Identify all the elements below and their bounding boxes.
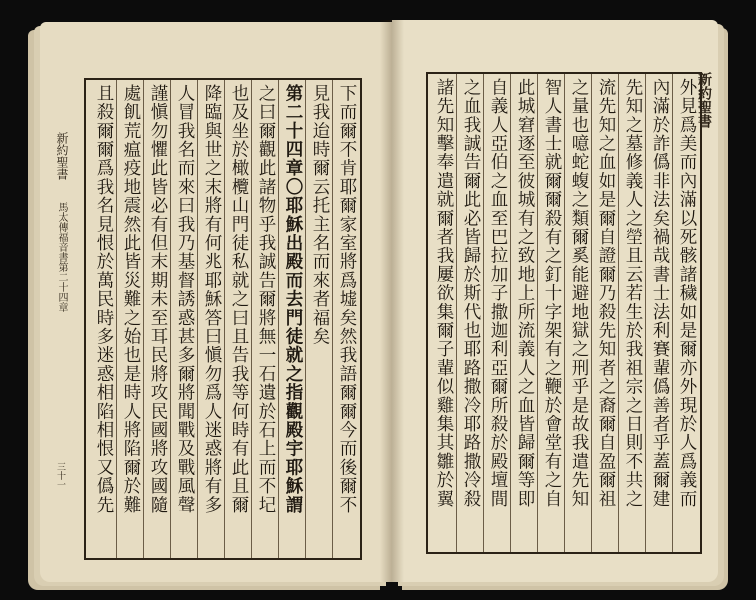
left-margin-chapter: 馬太傳福音書第二十四章: [56, 202, 67, 312]
right-column-10: 諸先知擊奉遣就爾者我屢欲集爾子輩似雞集其雛於翼: [434, 78, 454, 509]
right-column-2: 內滿於詐僞非法矣禍哉書士法利賽輩僞善者乎蓋爾建: [650, 78, 670, 509]
open-book: [12, 8, 744, 593]
left-column-1: 下而爾不肯耶爾家室將爲墟矣然我語爾爾今而後爾不: [337, 84, 357, 515]
left-text-frame: [84, 78, 362, 560]
right-page: [392, 20, 718, 582]
right-column-1: 外見爲美而內滿以死骸諸穢如是爾亦外現於人爲義而: [677, 78, 697, 509]
left-folio: 三十一: [55, 462, 65, 489]
left-column-8: 謹愼勿懼此皆必有但末期未至耳民將攻民國將攻國隨: [148, 84, 168, 515]
left-column-3-chapter-heading: 第二十四章〇耶穌出殿而去門徒就之指觀殿宇耶穌謂: [283, 84, 303, 515]
left-page: [40, 22, 392, 582]
right-margin-title: 新約聖書: [696, 72, 712, 128]
book-gutter: [380, 20, 404, 582]
right-column-3: 先知之墓修義人之塋且云若生於我祖宗之日則不共之: [623, 78, 643, 509]
right-column-7: 此城窘逐至彼城有之致地上所流義人之血皆歸爾等即: [515, 78, 535, 509]
right-column-5: 之量也噫蛇蝮之類爾奚能避地獄之刑乎是故我遣先知: [569, 78, 589, 509]
right-column-6: 智人書士就爾爾殺有之釘十字架有之鞭於會堂有之自: [542, 78, 562, 509]
right-column-8: 自義人亞伯之血至巴拉加子撒迦利亞爾所殺於殿壇間: [488, 78, 508, 509]
right-column-9: 之血我誠告爾此必皆歸於斯代也耶路撒冷耶路撒冷殺: [461, 78, 481, 509]
left-column-9: 處飢荒瘟疫地震然此皆災難之始也是時人將陷爾於難: [121, 84, 141, 515]
left-margin-title: 新約聖書: [55, 132, 69, 180]
left-column-5: 也及坐於橄欖山門徒私就之曰且告我等何時有此且爾: [229, 84, 249, 515]
right-column-4: 流先知之血如是爾自證爾乃殺先知者之裔爾自盈爾祖: [596, 78, 616, 509]
left-column-2: 見我迨時爾云托主名而來者福矣: [310, 84, 330, 346]
left-column-6: 降臨與世之末將有何兆耶穌答曰愼勿爲人迷惑將有多: [202, 84, 222, 515]
right-text-frame: [426, 72, 702, 554]
left-column-7: 人冒我名而來曰我乃基督誘惑甚多爾將聞戰及戰風聲: [175, 84, 195, 515]
left-column-4: 之曰爾觀此諸物乎我誠告爾將無一石遺於石上而不圮: [256, 84, 276, 515]
left-column-10: 且殺爾爾爲我名見恨於萬民時多迷惑相陷相恨又僞先: [94, 84, 114, 515]
